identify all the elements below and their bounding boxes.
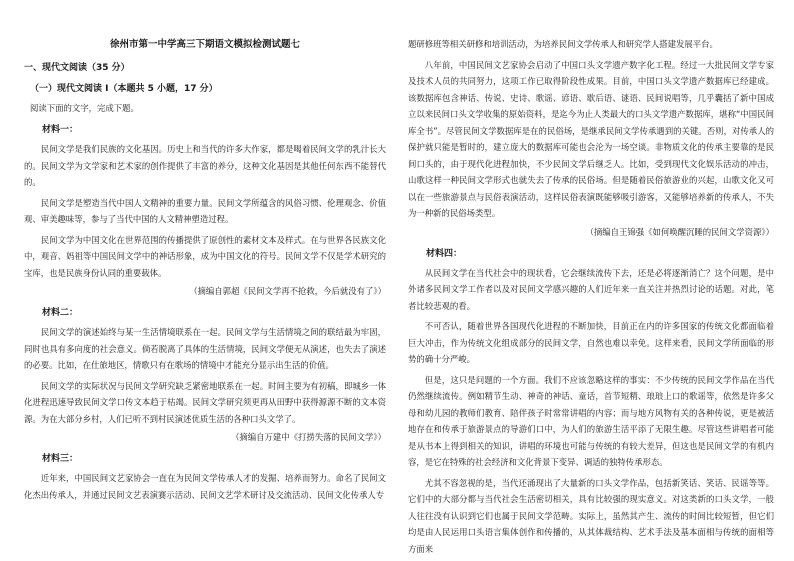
left-column	[24, 0, 386, 507]
paragraph: 但是，这只是问题的一个方面。我们不应该忽略这样的事实：不少传统的民间文学作品在当代仍然继续流传。例如精节生动、神奇的神话、童话，首节短精、琅琅上口的歌谣等，依然是许多父母和幼儿园的教师们教育、陪伴孩子时常常讲唱的内容；而与地方风物有关的各种传说，更是被活地存在和传承于旅游景点的导游们口中，为人们的旅游生活平添了无限生趣。尽管这些讲唱者可能是从书本上得到相关的知识，讲唱的环境也可能与传统的有较大差异，但这也是民间文学的有机内容，是它在特殊的社会经济和文化背景下变异、调适的独特传承形态。	[408, 374, 774, 467]
material-3-label: 材料三：	[42, 454, 79, 464]
instruction-text: 阅读下面的文字，完成下题。	[30, 103, 139, 113]
paragraph: 近年来，中国民间文艺家协会一直在为民间文学传承人才的发掘、培养而努力。命名了民间文化杰出传承人，并通过民间文艺表演赛示活动、民间文艺学术研讨及交流活动、民间文化传承人专	[24, 473, 386, 500]
paragraph: 八年前，中国民间文艺家协会启动了中国口头文学遗产数字化工程。经过一大批民间文学专家及技术人员的共同努力，这项工作已取得阶段性成果。目前，中国口头文学遗产数据库已经建成。该数据库包含神话、传说、史诗、歌谣、谚语、歇后语、谜语、民间说唱等，几乎囊括了新中国成立以来民间口头文学收集的原始资料，是迄今为止人类最大的口头文学遗产数据库，堪称“中国民间库全书”。尽管民间文学数据库是在的民俗场，是继承民间文学传承遇到的关键。否则，对传承人的保护就只能是暂时的，建立庞大的数据库可能也会沦为一场空谈。非物质文化的传承主要靠的是民间口头的，由于现代化进程加快，不少民间文学后继乏人。比如，受到现代文化娱乐活动的冲击，山歌这样一种民间文学形式也就失去了传承的民俗场。但是随着民俗旅游业的兴起，山歌文化又可以在一些旅游景点与民俗表演活动，这样民俗表演既能够吸引游客，又能够培养新的传承人，不失为一种新的民俗场类型。	[408, 59, 774, 218]
subsection-heading: （一）现代文阅读 I（本题共 5 小题，17 分）	[30, 84, 218, 94]
paragraph: 民间文学是我们民族的文化基因。历史上和当代的许多大作家，都是喝着民间文学的乳汁长大的。民间文学为文学家和艺术家的创作提供了丰富的养分，这种文化基因是其他任何东西不能替代的。	[24, 144, 386, 187]
paragraph: 民间文学的演述始终与某一生活情境联系在一起。民间文学与生活情境之间的联结最为牢固，同时也具有多向度的社会意义。倘若脱离了具体的生活情境，民间文学便无从演述，也失去了演述的必要。比如，在仕旅地区，情歌只有在歌场的情境中才能充分显示出生活的价值。	[24, 327, 386, 370]
source-citation: （摘编自万建中《打捞失落的民间文学》）	[231, 432, 386, 442]
material-1-label: 材料一：	[42, 125, 79, 135]
section-heading: 一、现代文阅读（35 分）	[24, 63, 130, 73]
document-title: 徐州市第一中学高三下期语文模拟检测试题七	[109, 39, 300, 50]
paragraph: 民间文学的实际状况与民间文学研究缺乏紧密地联系在一起。时间主要为有初稿，即城乡一体化进程迅速导致民间文学口传文本趋于枯竭。民间文学研究须更再从田野中获得源源不断的文本资源。为在大部分乡村，人们已听不到村民演述优质生活的各种口头文学了。	[24, 380, 386, 424]
paragraph: 从民间文学在当代社会中的现状看，它会继续流传下去，还是必将逐渐消亡？这个问题，是中外诸多民间文学工作者以及对民间文学感兴趣的人们近年来一直关注并热烈讨论的话题。对此，笔者比较悲观的看。	[408, 267, 774, 311]
source-citation: （摘编自王锦强《如何唤醒沉睡的民间文学资源》）	[585, 226, 774, 237]
paragraph: 不可否认，随着世界各国现代化进程的不断加快，目前正在内的许多国家的传统文化都面临着巨大冲击，作为传统文化组成部分的民间文学，自然也难以幸免。这样来看，民间文学所面临的形势的确十分严峻。	[408, 321, 774, 364]
paragraph: 尤其不容忽视的是，当代还涌现出了大量新的口头文学作品，包括新笑话、笑话、民谣等等。它们中的大部分都与当代社会生活密切相关，具有比较强的现实意义。对这类新的口头文学，一般人往往没有认识到它们也属于民间文学范畴。实际上，虽然其产生、流传的时间比较短暂，但它们均是由人民运用口头语言集体创作和传播的，从其体裁结构、艺术手法及基本面相与传统的面相等方面来	[408, 477, 774, 554]
paragraph: 民间文学是塑造当代中国人文精神的重要力量。民间文学所蕴含的风俗习惯、伦理观念、价值观、审美趣味等，参与了当代中国的人文精神塑造过程。	[24, 197, 386, 224]
paragraph: 民间文学为中国文化在世界范围的传播提供了原创性的素材文本及样式。在与世界各民族文化中，观音、妈祖等中国民间文学中的神话形象，成为中国文化的符号。民间文学不仅是学术研究的宝库，也是民族身份认同的重要载体。	[24, 234, 386, 278]
material-2-label: 材料二：	[42, 308, 79, 318]
material-4-label: 材料四：	[426, 248, 463, 259]
right-column	[408, 0, 774, 561]
paragraph-continued: 题研修班等相关研修和培训活动，为培养民间文学传承人和研究学人搭建发展平台。	[408, 39, 718, 49]
source-citation: （摘编自郭超《民间文学再不抢救，今后就没有了》）	[189, 286, 386, 296]
